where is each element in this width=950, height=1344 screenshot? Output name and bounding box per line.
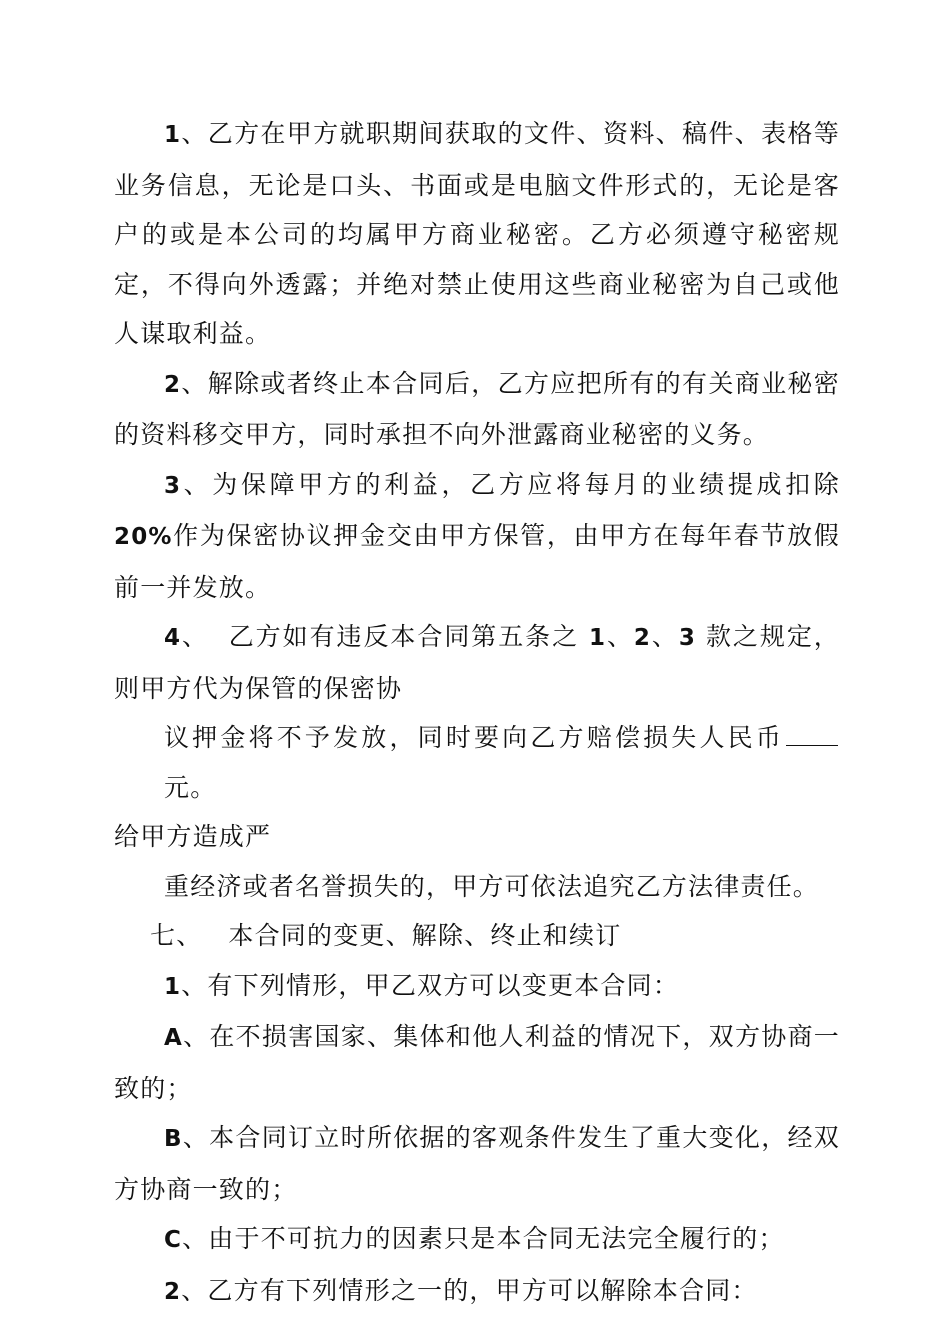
clause-text: 、解除或者终止本合同后，乙方应把所有的有关商业秘密的资料移交甲方，同时承担不向外泄露商业秘密的义务。: [114, 368, 840, 449]
section-number: 七、: [150, 921, 203, 950]
clause-4-continuation-2: [114, 862, 840, 912]
deduction-percent: 20%: [114, 524, 173, 550]
continuation-text-end: 元。: [164, 772, 217, 802]
ref-sep-1: 、: [606, 622, 634, 651]
clause-number: 2: [164, 371, 182, 398]
clause-number: 1: [164, 122, 182, 148]
clause-1: [114, 109, 840, 359]
ref-num-1: 1: [589, 625, 607, 651]
clause-text-cont: 款之规定，则甲方代为保管的保密协: [114, 622, 840, 703]
clause-4-fragment: [114, 812, 840, 862]
clause-4: [114, 612, 840, 713]
item-1: [114, 961, 840, 1013]
section-heading-7: [114, 911, 840, 961]
item-text: 、本合同订立时所依据的客观条件发生了重大变化，经双方协商一致的；: [114, 1123, 840, 1204]
item-text: 、乙方有下列情形之一的，甲方可以解除本合同：: [181, 1275, 758, 1305]
clause-text-cont: 作为保密协议押金交由甲方保管，由甲方在每年春节放假前一并发放。: [114, 521, 840, 602]
clause-4-continuation: [114, 713, 840, 812]
ref-num-2: 2: [633, 625, 652, 651]
item-text: 、在不损害国家、集体和他人利益的情况下，双方协商一致的；: [114, 1022, 840, 1103]
section-title: 本合同的变更、解除、终止和续订: [228, 921, 622, 950]
item-letter: A: [164, 1025, 184, 1051]
clause-text: 、 乙方如有违反本合同第五条之: [181, 622, 580, 651]
item-letter: B: [164, 1126, 183, 1152]
clause-text: 、为保障甲方的利益，乙方应将每月的业绩提成扣除: [181, 469, 840, 499]
ref-num-3: 3: [678, 625, 697, 651]
item-c: [114, 1214, 840, 1266]
ref-sep-2: 、: [651, 622, 679, 651]
clause-3: [114, 460, 840, 613]
item-number: 1: [164, 973, 182, 1000]
clause-2: [114, 359, 840, 460]
continuation-text: 重经济或者名誉损失的，甲方可依法追究乙方法律责任。: [164, 871, 820, 901]
item-number: 2: [164, 1278, 182, 1305]
item-text: 、有下列情形，甲乙双方可以变更本合同：: [181, 970, 680, 1000]
continuation-text: 议押金将不予发放，同时要向乙方赔偿损失人民币: [164, 723, 784, 752]
item-text: 、由于不可抗力的因素只是本合同无法完全履行的；: [182, 1224, 785, 1253]
clause-number: 4: [164, 625, 182, 651]
item-2: [114, 1266, 840, 1318]
clause-text: 、乙方在甲方就职期间获取的文件、资料、稿件、表格等业务信息，无论是口头、书面或是电脑文件形式的，无论是客户的或是本公司的均属甲方商业秘密。乙方必须遵守秘密规定，不得向外透露；并绝对禁止使用这些商业秘密为自己或他人谋取利益。: [114, 119, 840, 348]
item-a: [114, 1012, 840, 1113]
clause-number: 3: [164, 472, 182, 499]
amount-blank: [786, 719, 838, 746]
item-b: [114, 1113, 840, 1214]
item-letter: C: [164, 1227, 183, 1253]
fragment-text: 给甲方造成严: [114, 822, 272, 851]
